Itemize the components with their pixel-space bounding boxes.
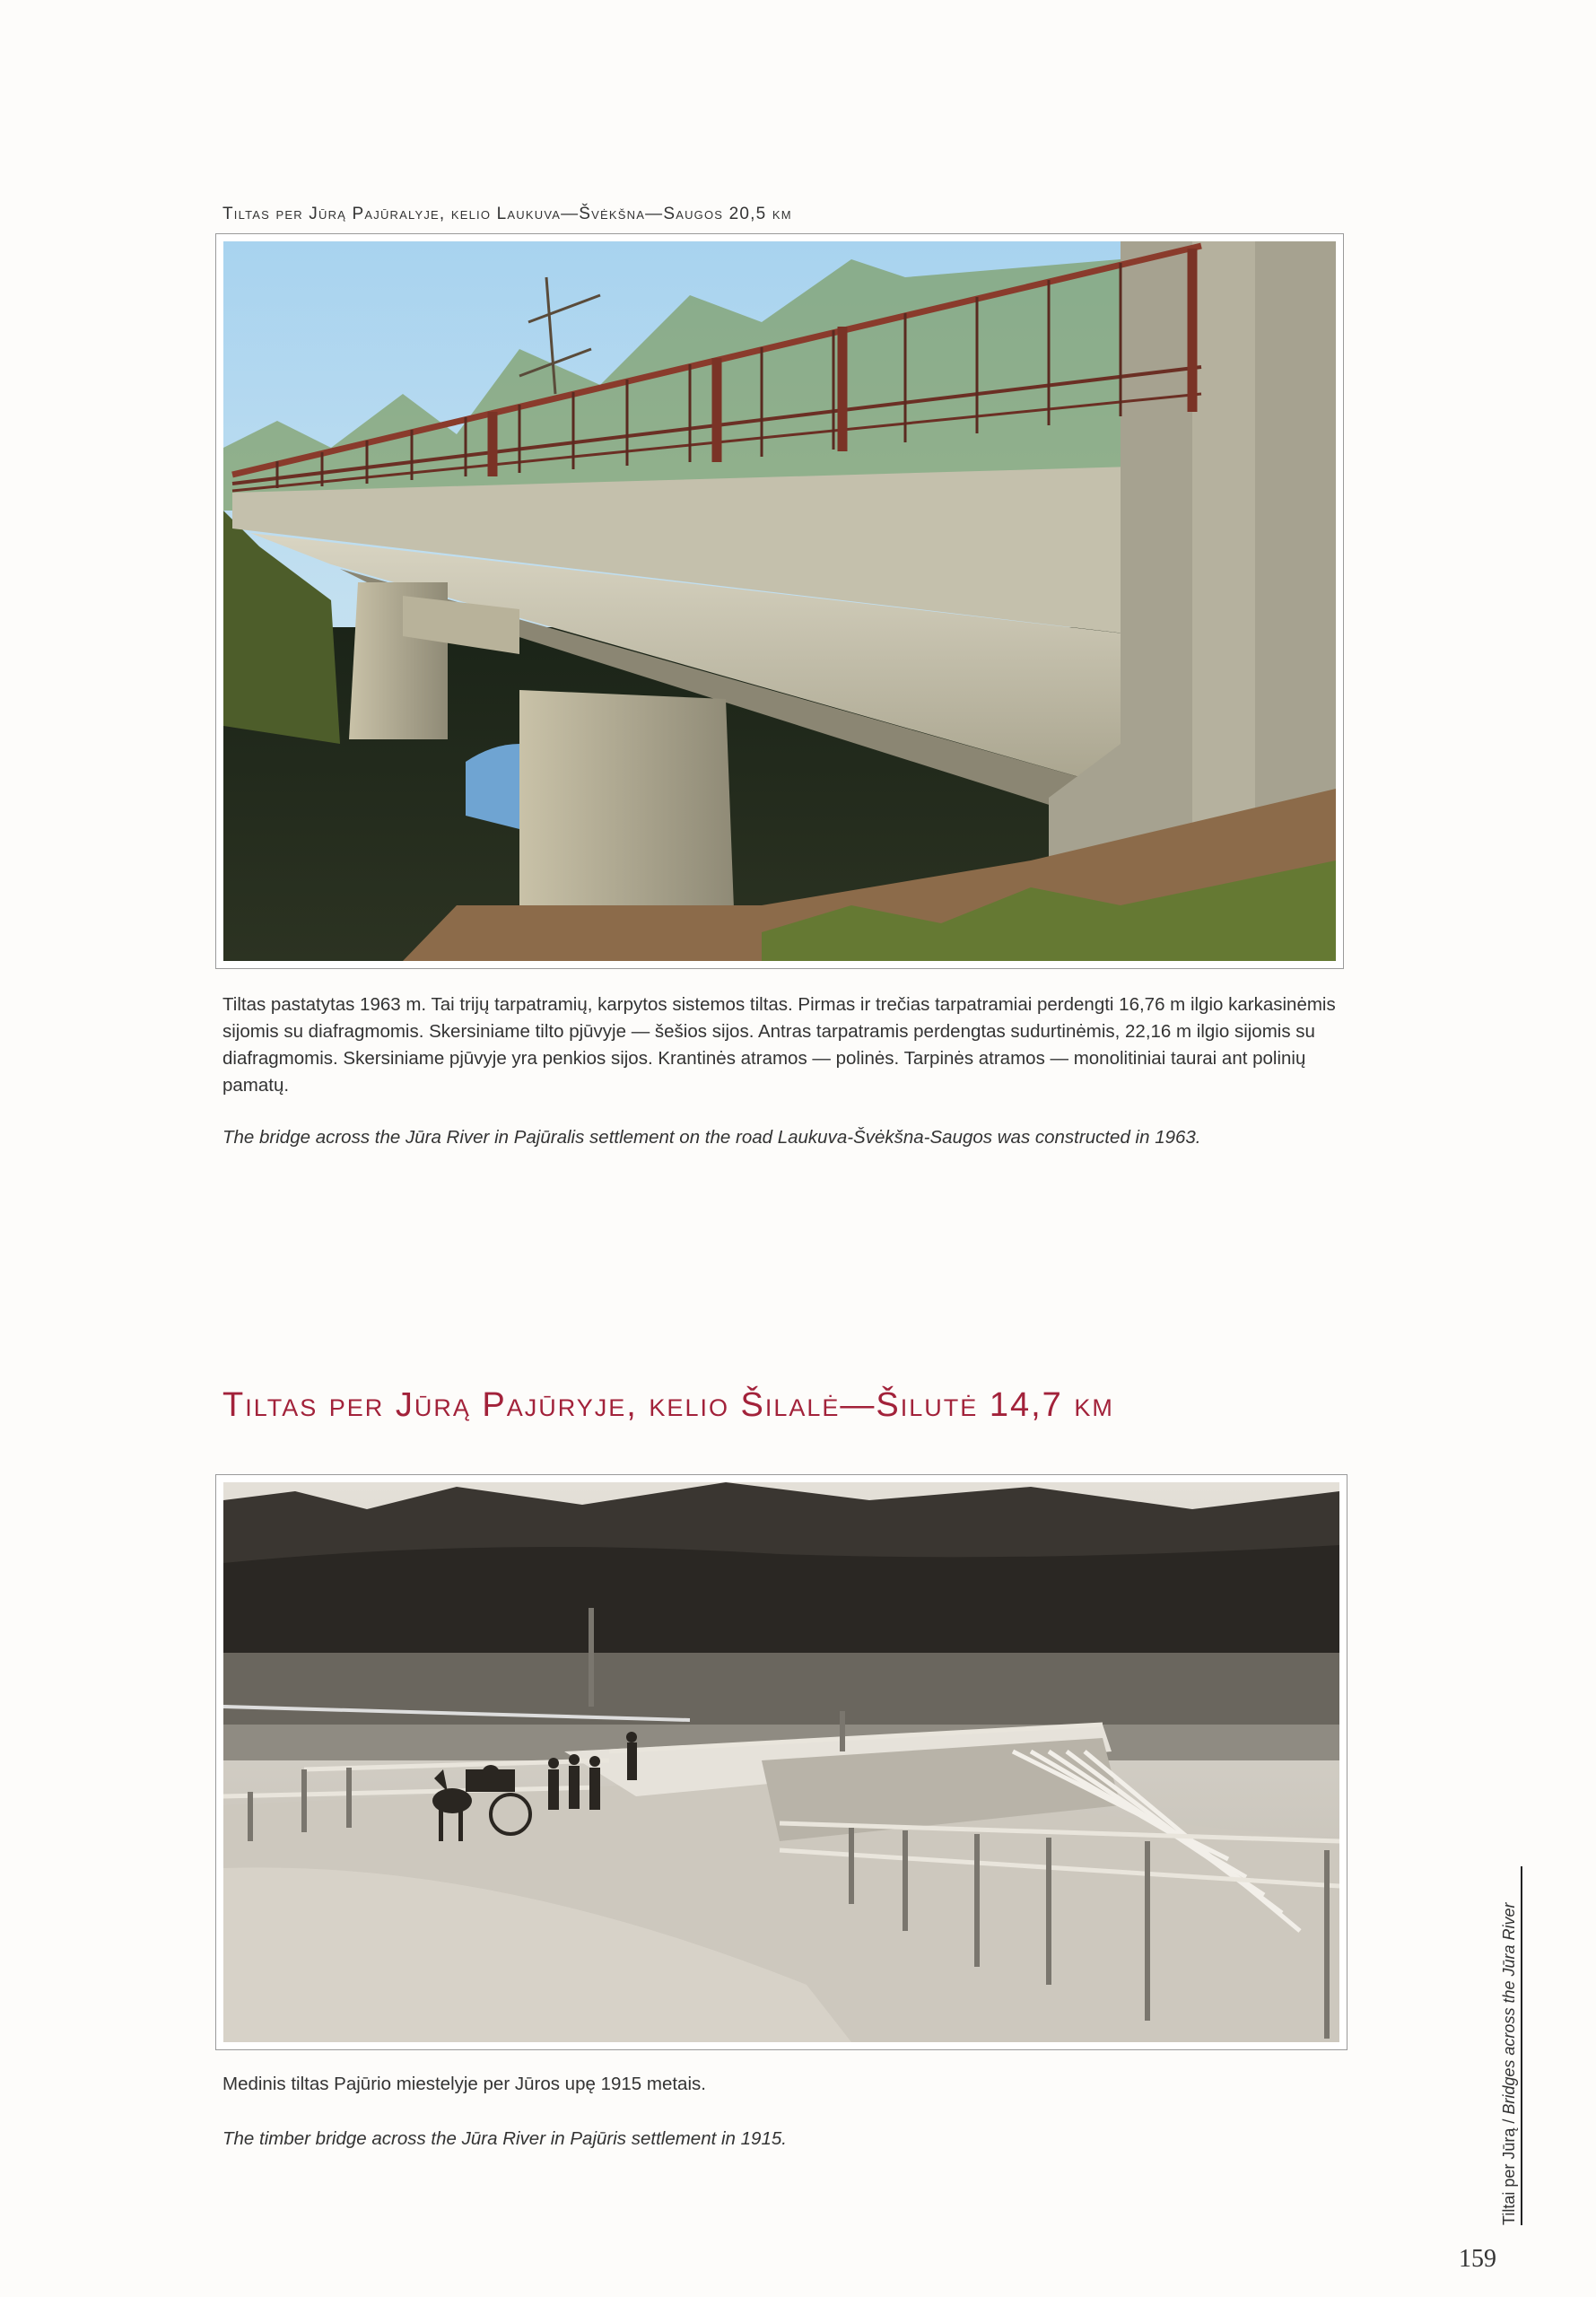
section-heading: Tiltas per Jūrą Pajūryje, kelio Šilalė—Šilutė 14,7 km	[222, 1386, 1114, 1424]
running-title-en: Bridges across the Jūra River	[1500, 1902, 1518, 2115]
bridge-photo-1963	[215, 233, 1344, 969]
description-en-1915: The timber bridge across the Jūra River in Pajūris settlement in 1915.	[222, 2128, 787, 2149]
timber-bridge-photo-1915	[215, 1474, 1347, 2050]
running-title-separator: /	[1500, 2114, 1518, 2128]
running-title	[1500, 1903, 1519, 2225]
page-number: 159	[1459, 2245, 1496, 2273]
description-lt-1963: Tiltas pastatytas 1963 m. Tai trijų tarpatramių, karpytos sistemos tiltas. Pirmas ir trečias tarpatramiai perdengti 16,76 m ilgio karkasinėmis sijomis su diafragmomis. Skersiniame tilto pjūvyje — šešios sijos. Antras tarpatramis perdengtas sudurtinėmis, 22,16 m ilgio sijomis su diafragmomis. Skersiniame pjūvyje yra penkios sijos. Krantinės atramos — polinės. Tarpinės atramos — monolitiniai taurai ant polinių pamatų.	[222, 994, 1336, 1096]
concrete-bridge-photo	[223, 241, 1336, 961]
photo-caption-title: Tiltas per Jūrą Pajūralyje, kelio Laukuva—Švėkšna—Saugos 20,5 km	[222, 205, 792, 223]
description-lt-1915: Medinis tiltas Pajūrio miestelyje per Jūros upę 1915 metais.	[222, 2074, 706, 2094]
timber-bridge-photo	[223, 1482, 1339, 2042]
description-en-1963: The bridge across the Jūra River in Pajūralis settlement on the road Laukuva-Švėkšna-Saugos was constructed in 1963.	[222, 1127, 1201, 1148]
running-title-lt: Tiltai per Jūrą	[1500, 2127, 1518, 2225]
margin-rule	[1521, 1866, 1522, 2225]
